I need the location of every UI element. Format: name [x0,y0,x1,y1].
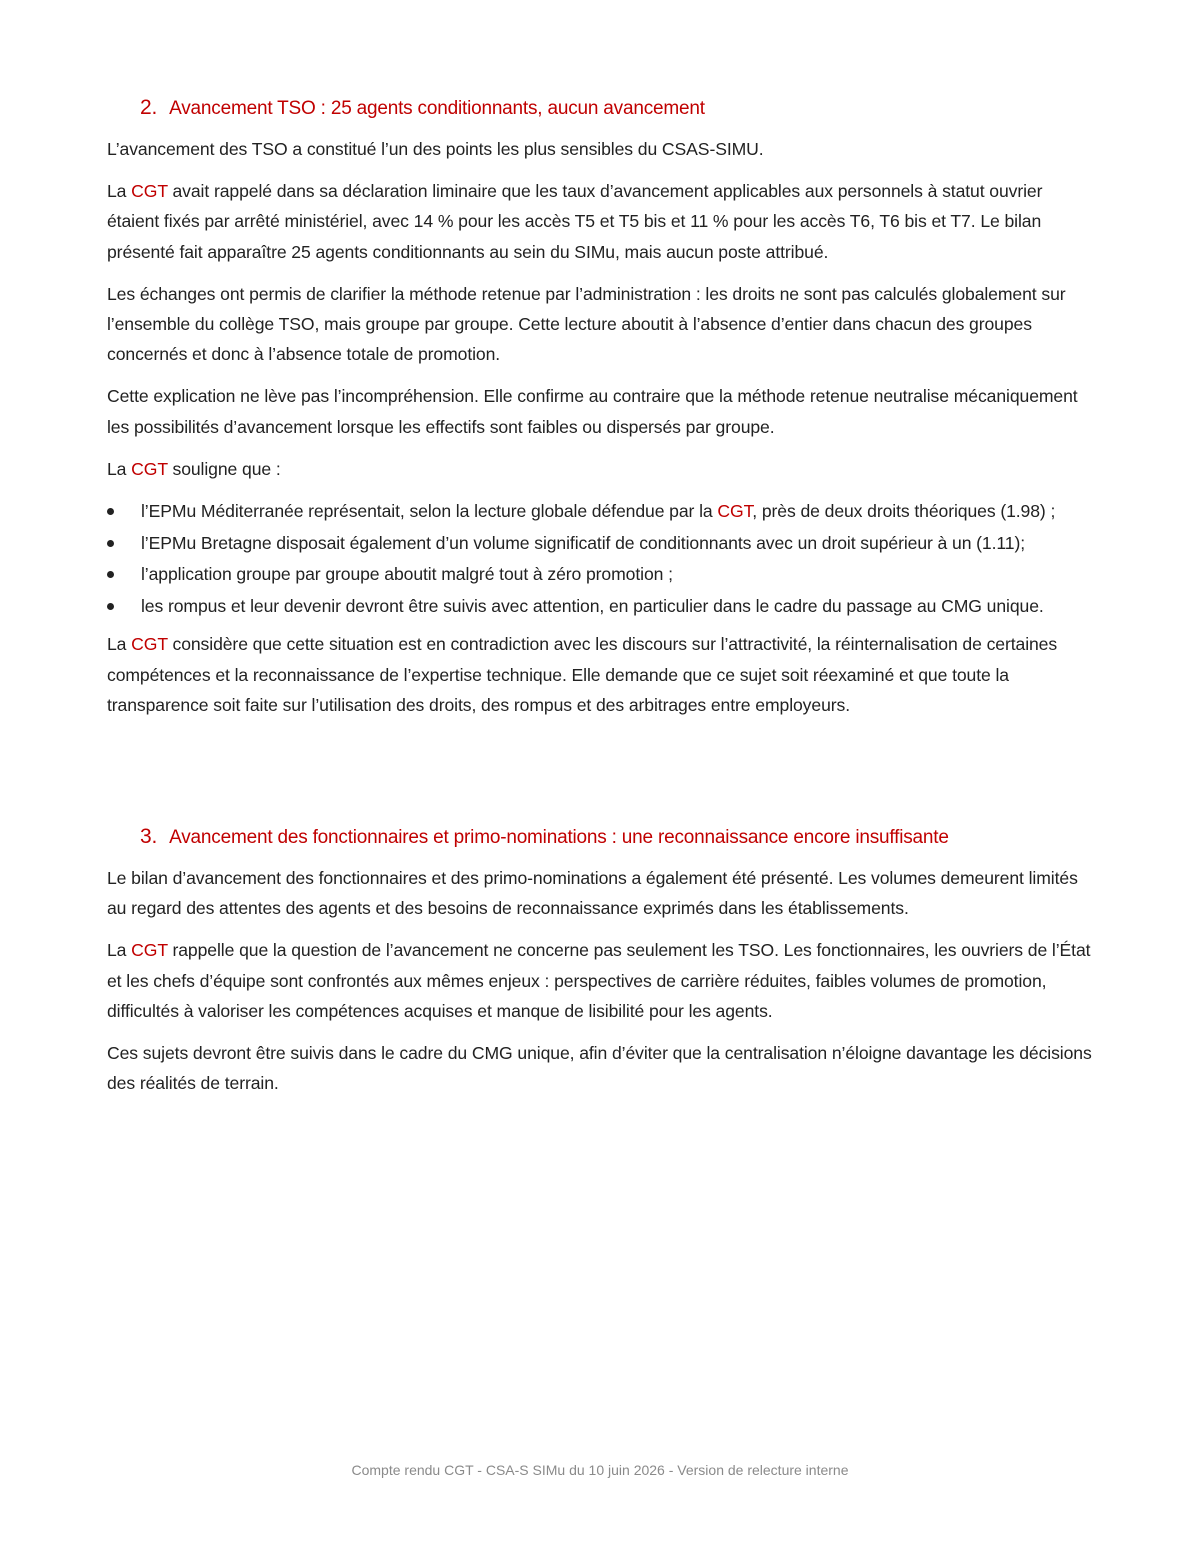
cgt-highlight: CGT [131,940,168,961]
bullet-list [107,496,1097,621]
list-item [107,559,1097,590]
section-2-paragraph-5 [107,454,1097,484]
section-2-paragraph-4: Cette explication ne lève pas l’incompréhension. Elle confirme au contraire que la méthode retenue neutralise mécaniquement les possibilités d’avancement lorsque les effectifs sont faibles ou dispersés par groupe. [107,386,1078,437]
section-2-paragraph-2 [107,176,1097,267]
paragraph-rest: rappelle que la question de l’avancement ne concerne pas seulement les TSO. Les fonctionnaires, les ouvriers de l’État et les chefs d’équipe sont confrontés aux mêmes enjeux : perspectives de carrière réduites, faibles volumes de promotion, difficultés à valoriser les compétences acquises et manque de lisibilité pour les agents. [107,940,1091,1021]
bullet-icon [107,540,114,547]
section-3-paragraph-3: Ces sujets devront être suivis dans le cadre du CMG unique, afin d’éviter que la centralisation n’éloigne davantage les décisions des réalités de terrain. [107,1043,1092,1094]
list-item-text: l’EPMu Bretagne disposait également d’un volume significatif de conditionnants avec un droit supérieur à un (1.11); [141,532,1026,553]
section-2-paragraph-1: L’avancement des TSO a constitué l’un des points les plus sensibles du CSAS-SIMU. [107,139,764,159]
cgt-highlight: CGT [131,634,168,655]
cgt-highlight: CGT [131,458,168,479]
section-2-heading [140,93,1097,124]
list-item-text: l’EPMu Méditerranée représentait, selon la lecture globale défendue par la [141,501,718,522]
bullet-icon [107,603,114,610]
page-footer: Compte rendu CGT - CSA-S SIMu du 10 juin 2026 - Version de relecture interne [351,1462,849,1478]
section-2-paragraph-6 [107,629,1097,720]
paragraph-lead: La [107,458,132,479]
paragraph-rest: souligne que : [167,458,281,479]
section-3-title: Avancement des fonctionnaires et primo-nominations : une reconnaissance encore insuffisante [169,827,949,849]
paragraph-lead: La [107,634,132,655]
document-page [107,93,1097,1110]
section-3-number: 3. [140,825,158,849]
paragraph-rest: considère que cette situation est en contradiction avec les discours sur l’attractivité, la réinternalisation de certaines compétences et la reconnaissance de l’expertise technique. Elle demande que ce sujet soit réexaminé et que toute la transparence soit faite sur l’utilisation des droits, des rompus et des arbitrages entre employeurs. [107,634,1058,715]
section-2-title: Avancement TSO : 25 agents conditionnants, aucun avancement [169,98,705,119]
list-item [107,591,1097,622]
section-3-heading [140,822,1097,853]
section-3-paragraph-1: Le bilan d’avancement des fonctionnaires et des primo-nominations a également été présenté. Les volumes demeurent limités au regard des attentes des agents et des besoins de reconnaissance exprimés dans les établissements. [107,868,1078,919]
list-item-text: , près de deux droits théoriques (1.98) ; [752,501,1056,522]
bullet-icon [107,571,114,578]
cgt-highlight: CGT [717,501,753,522]
list-item-text: les rompus et leur devenir devront être suivis avec attention, en particulier dans le cadre du passage au CMG unique. [141,595,1044,616]
section-3-paragraph-2 [107,935,1097,1026]
paragraph-rest: avait rappelé dans sa déclaration liminaire que les taux d’avancement applicables aux personnels à statut ouvrier étaient fixés par arrêté ministériel, avec 14 % pour les accès T5 et T5 bis et 11 % pour les accès T6, T6 bis et T7. Le bilan présenté fait apparaître 25 agents conditionnants au sein du SIMu, mais aucun poste attribué. [107,181,1043,262]
section-2-number: 2. [140,96,158,119]
section-2-paragraph-3: Les échanges ont permis de clarifier la méthode retenue par l’administration : les droits ne sont pas calculés globalement sur l’ensemble du collège TSO, mais groupe par groupe. Cette lecture aboutit à l’absence d’entier dans chacun des groupes concernés et donc à l’absence totale de promotion. [107,283,1066,365]
list-item [107,528,1097,559]
list-item [107,496,1097,527]
list-item-text: l’application groupe par groupe aboutit malgré tout à zéro promotion ; [141,564,673,585]
cgt-highlight: CGT [131,181,168,202]
bullet-icon [107,508,114,515]
paragraph-lead: La [107,181,132,202]
section-spacer [107,732,1097,822]
paragraph-lead: La [107,940,132,961]
